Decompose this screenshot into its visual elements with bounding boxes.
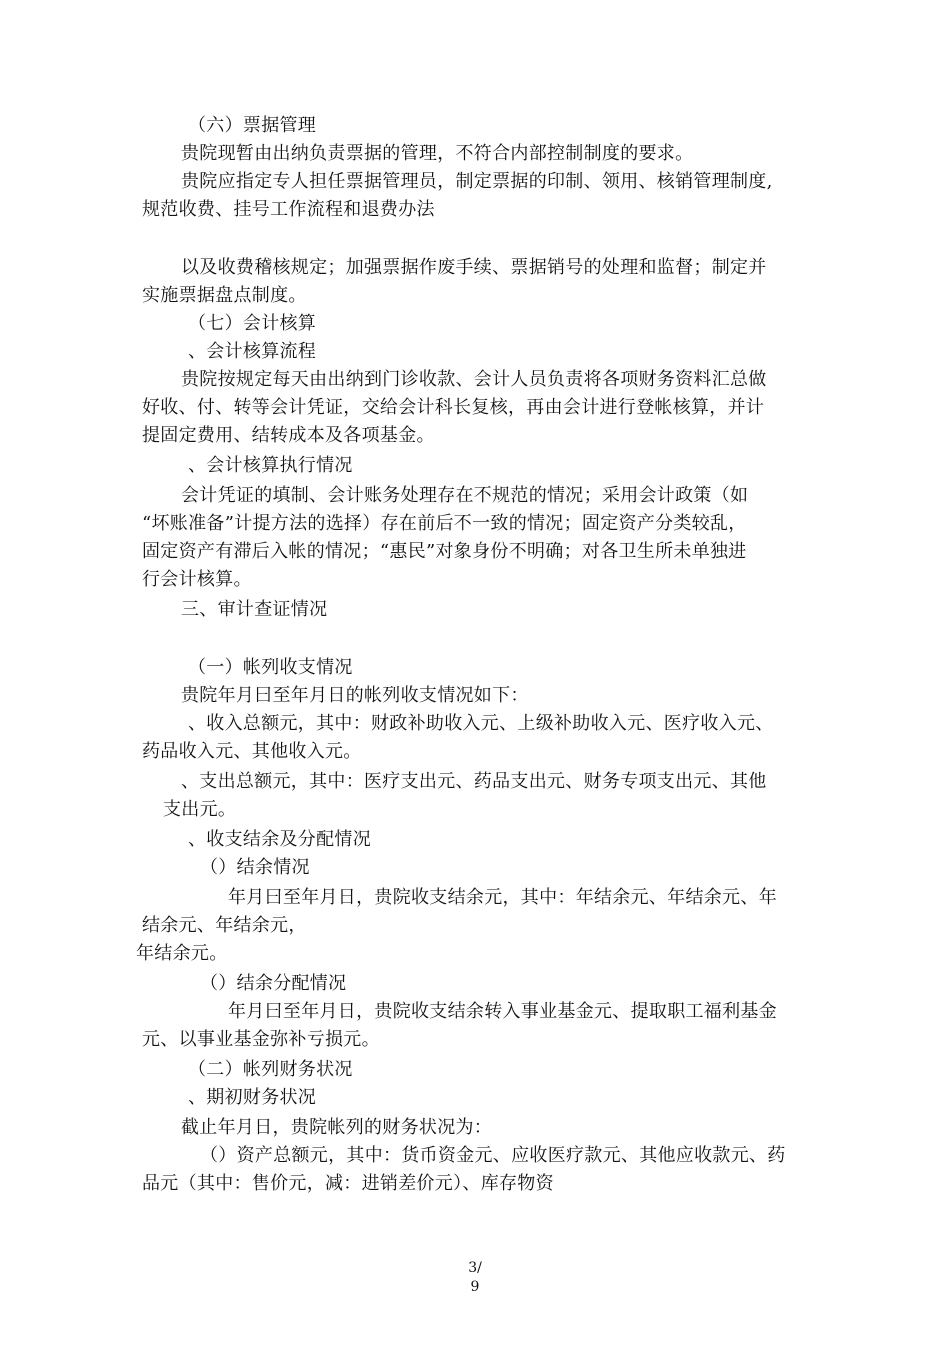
paragraph-line: 贵院按规定每天由出纳到门诊收款、会计人员负责将各项财务资料汇总做: [181, 369, 767, 390]
paragraph-line: 品元（其中：售价元，减：进销差价元）、库存物资: [142, 1173, 554, 1194]
subheading-surplus-allocation: （）结余分配情况: [200, 973, 347, 994]
paragraph-line: 截止年月日，贵院帐列的财务状况为：: [181, 1117, 493, 1138]
paragraph-line: 好收、付、转等会计凭证，交给会计科长复核，再由会计进行登帐核算，并计: [142, 397, 765, 418]
heading-income-expense: （一）帐列收支情况: [188, 657, 353, 678]
paragraph-line: 年结余元。: [136, 943, 228, 964]
heading-bill-management: （六）票据管理: [188, 115, 317, 136]
paragraph-line: 提固定费用、结转成本及各项基金。: [142, 425, 435, 446]
page-number-total: 9: [470, 1279, 480, 1295]
paragraph-line: 以及收费稽核规定；加强票据作废手续、票据销号的处理和监督；制定并: [181, 257, 767, 278]
paragraph-line: 固定资产有滞后入帐的情况；“惠民”对象身份不明确；对各卫生所未单独进: [142, 541, 747, 562]
paragraph-line: 贵院年月曰至年月日的帐列收支情况如下：: [181, 685, 529, 706]
paragraph-line: 、支出总额元，其中：医疗支出元、药品支出元、财务专项支出元、其他: [181, 771, 767, 792]
subheading-opening-status: 、期初财务状况: [188, 1087, 317, 1108]
paragraph-line: 会计凭证的填制、会计账务处理存在不规范的情况；采用会计政策（如: [181, 485, 749, 506]
paragraph-line: （）资产总额元，其中：货币资金元、应收医疗款元、其他应收款元、药: [200, 1145, 786, 1166]
paragraph-line: 药品收入元、其他收入元。: [142, 741, 362, 762]
paragraph-line: 结余元、年结余元，: [142, 915, 307, 936]
heading-financial-status: （二）帐列财务状况: [188, 1059, 353, 1080]
page-number-current: 3/: [468, 1260, 482, 1276]
heading-accounting: （七）会计核算: [188, 313, 317, 334]
paragraph-line: 元、以事业基金弥补亏损元。: [142, 1029, 380, 1050]
subheading-accounting-process: 、会计核算流程: [188, 341, 317, 362]
paragraph-line: “坏账准备”计提方法的选择）存在前后不一致的情况；固定资产分类较乱，: [142, 513, 747, 534]
subheading-accounting-execution: 、会计核算执行情况: [188, 455, 353, 476]
paragraph-line: 贵院现暂由出纳负责票据的管理，不符合内部控制制度的要求。: [181, 143, 694, 164]
section-heading-audit: 三、审计查证情况: [181, 599, 328, 620]
paragraph-line: 贵院应指定专人担任票据管理员，制定票据的印制、领用、核销管理制度,: [181, 171, 773, 192]
paragraph-line: 年月曰至年月日，贵院收支结余元，其中：年结余元、年结余元、年: [228, 887, 777, 908]
paragraph-line: 实施票据盘点制度。: [142, 285, 307, 306]
paragraph-line: 年月曰至年月日，贵院收支结余转入事业基金元、提取职工福利基金: [228, 1001, 777, 1022]
paragraph-line: 支出元。: [163, 799, 237, 820]
paragraph-line: 规范收费、挂号工作流程和退费办法: [142, 199, 435, 220]
paragraph-line: 行会计核算。: [142, 569, 252, 590]
subheading-surplus-distribution: 、收支结余及分配情况: [188, 829, 371, 850]
subheading-surplus: （）结余情况: [200, 857, 310, 878]
paragraph-line: 、收入总额元，其中：财政补助收入元、上级补助收入元、医疗收入元、: [188, 713, 774, 734]
